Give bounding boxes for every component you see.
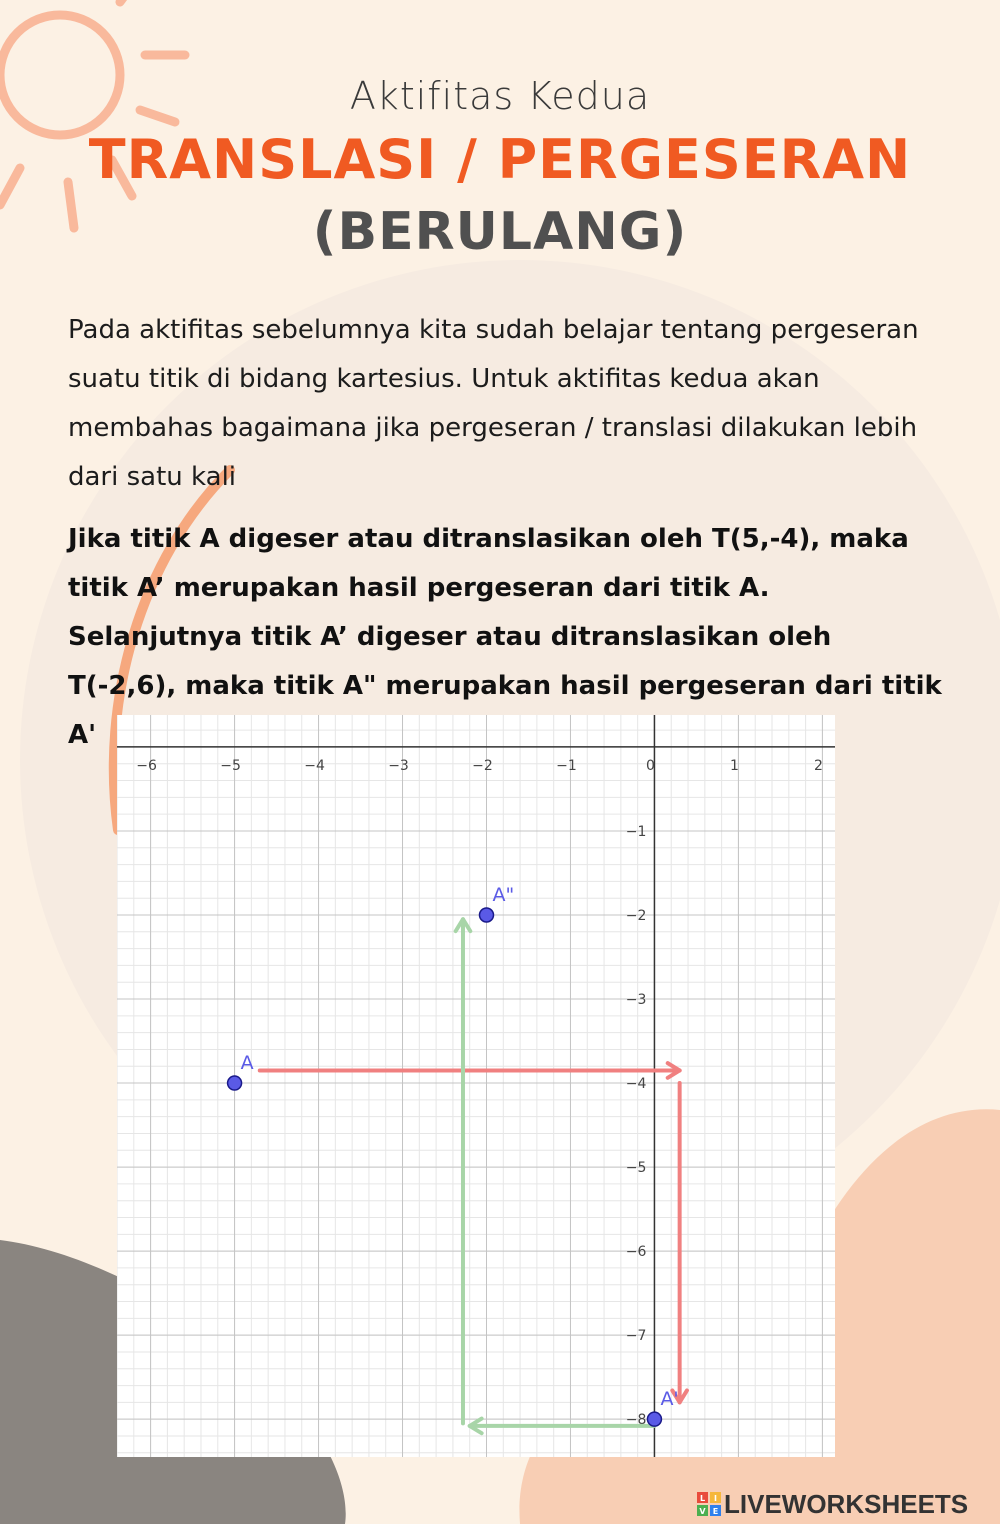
point-label: A [240,1052,254,1075]
point-A' [647,1412,661,1426]
x-tick-label: −2 [472,757,493,774]
y-tick-label: −4 [625,1076,647,1093]
y-tick-label: −5 [625,1160,647,1177]
x-tick-label: −1 [556,757,577,774]
liveworksheets-logo-icon [697,1492,721,1516]
y-tick-label: −3 [625,992,647,1009]
y-tick-label: −2 [625,907,647,924]
svg-text:L: L [699,1494,706,1503]
y-tick-label: −1 [625,823,647,840]
point-label: A" [492,883,515,906]
liveworksheets-logo [697,1488,997,1520]
x-tick-label: −3 [388,757,409,774]
x-tick-label: 0 [645,757,655,774]
y-tick-label: −7 [625,1328,647,1345]
y-tick-label: −6 [625,1244,647,1261]
graph-background [117,715,835,1457]
activity-subtitle: Aktifitas Kedua [349,74,651,118]
problem-statement: Jika titik A digeser atau ditranslasikan oleh T(5,-4), maka titik A’ merupakan hasil pergeseran dari titik A. Selanjutnya titik A’ digeser atau ditranslasikan oleh T(-2,6), maka titik A" merupakan hasil pergeseran dari titik A' [68,524,942,750]
svg-text:I: I [714,1494,717,1503]
point-A" [479,908,493,922]
cartesian-graph [117,715,835,1457]
logo-text: LIVEWORKSHEETS [724,1488,969,1519]
svg-text:E: E [712,1507,719,1516]
point-A [228,1076,242,1090]
y-tick-label: −8 [625,1412,647,1429]
x-tick-label: −4 [304,757,325,774]
page-title: TRANSLASI / PERGESERAN [88,128,912,191]
x-tick-label: −6 [136,757,157,774]
x-tick-label: 1 [729,757,739,774]
page-title-line2: (BERULANG) [312,202,688,262]
intro-paragraph: Pada aktifitas sebelumnya kita sudah belajar tentang pergeseran suatu titik di bidang kartesius. Untuk aktifitas kedua akan membahas bagaimana jika pergeseran / translasi dilakukan lebih dari satu kali [68,315,919,492]
point-label: A' [660,1388,679,1411]
x-tick-label: 2 [813,757,823,774]
svg-text:V: V [699,1507,706,1516]
x-tick-label: −5 [220,757,241,774]
